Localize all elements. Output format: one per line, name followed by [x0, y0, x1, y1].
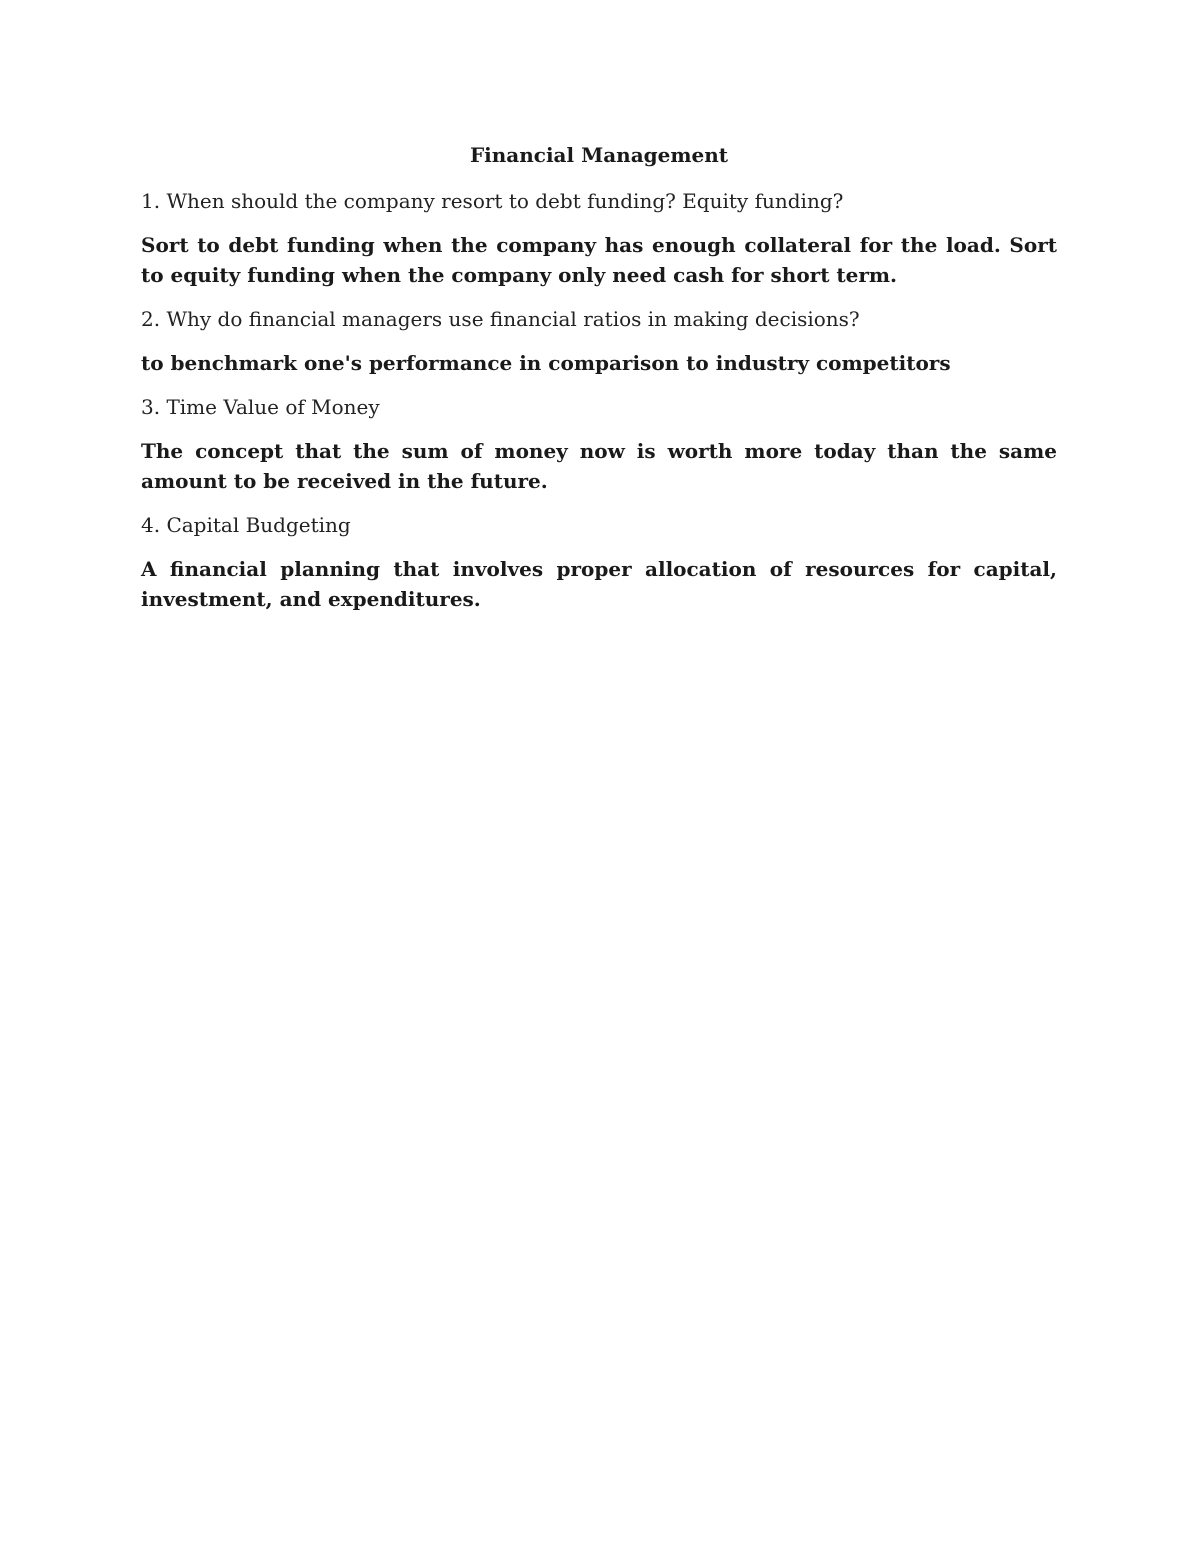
document-page	[141, 140, 1057, 628]
question-4: 4. Capital Budgeting	[141, 513, 351, 537]
question-3: 3. Time Value of Money	[141, 395, 380, 419]
document-title: Financial Management	[469, 143, 729, 167]
answer-3: The concept that the sum of money now is worth more today than the same amount to be received in the future.	[141, 439, 1057, 493]
answer-1: Sort to debt funding when the company has enough collateral for the load. Sort to equity funding when the company only need cash for short term.	[141, 233, 1057, 287]
answer-2: to benchmark one's performance in comparison to industry competitors	[141, 351, 951, 375]
question-2: 2. Why do financial managers use financial ratios in making decisions?	[141, 307, 860, 331]
answer-4: A financial planning that involves proper allocation of resources for capital, investment, and expenditures.	[141, 557, 1057, 611]
question-1: 1. When should the company resort to debt funding? Equity funding?	[141, 189, 844, 213]
